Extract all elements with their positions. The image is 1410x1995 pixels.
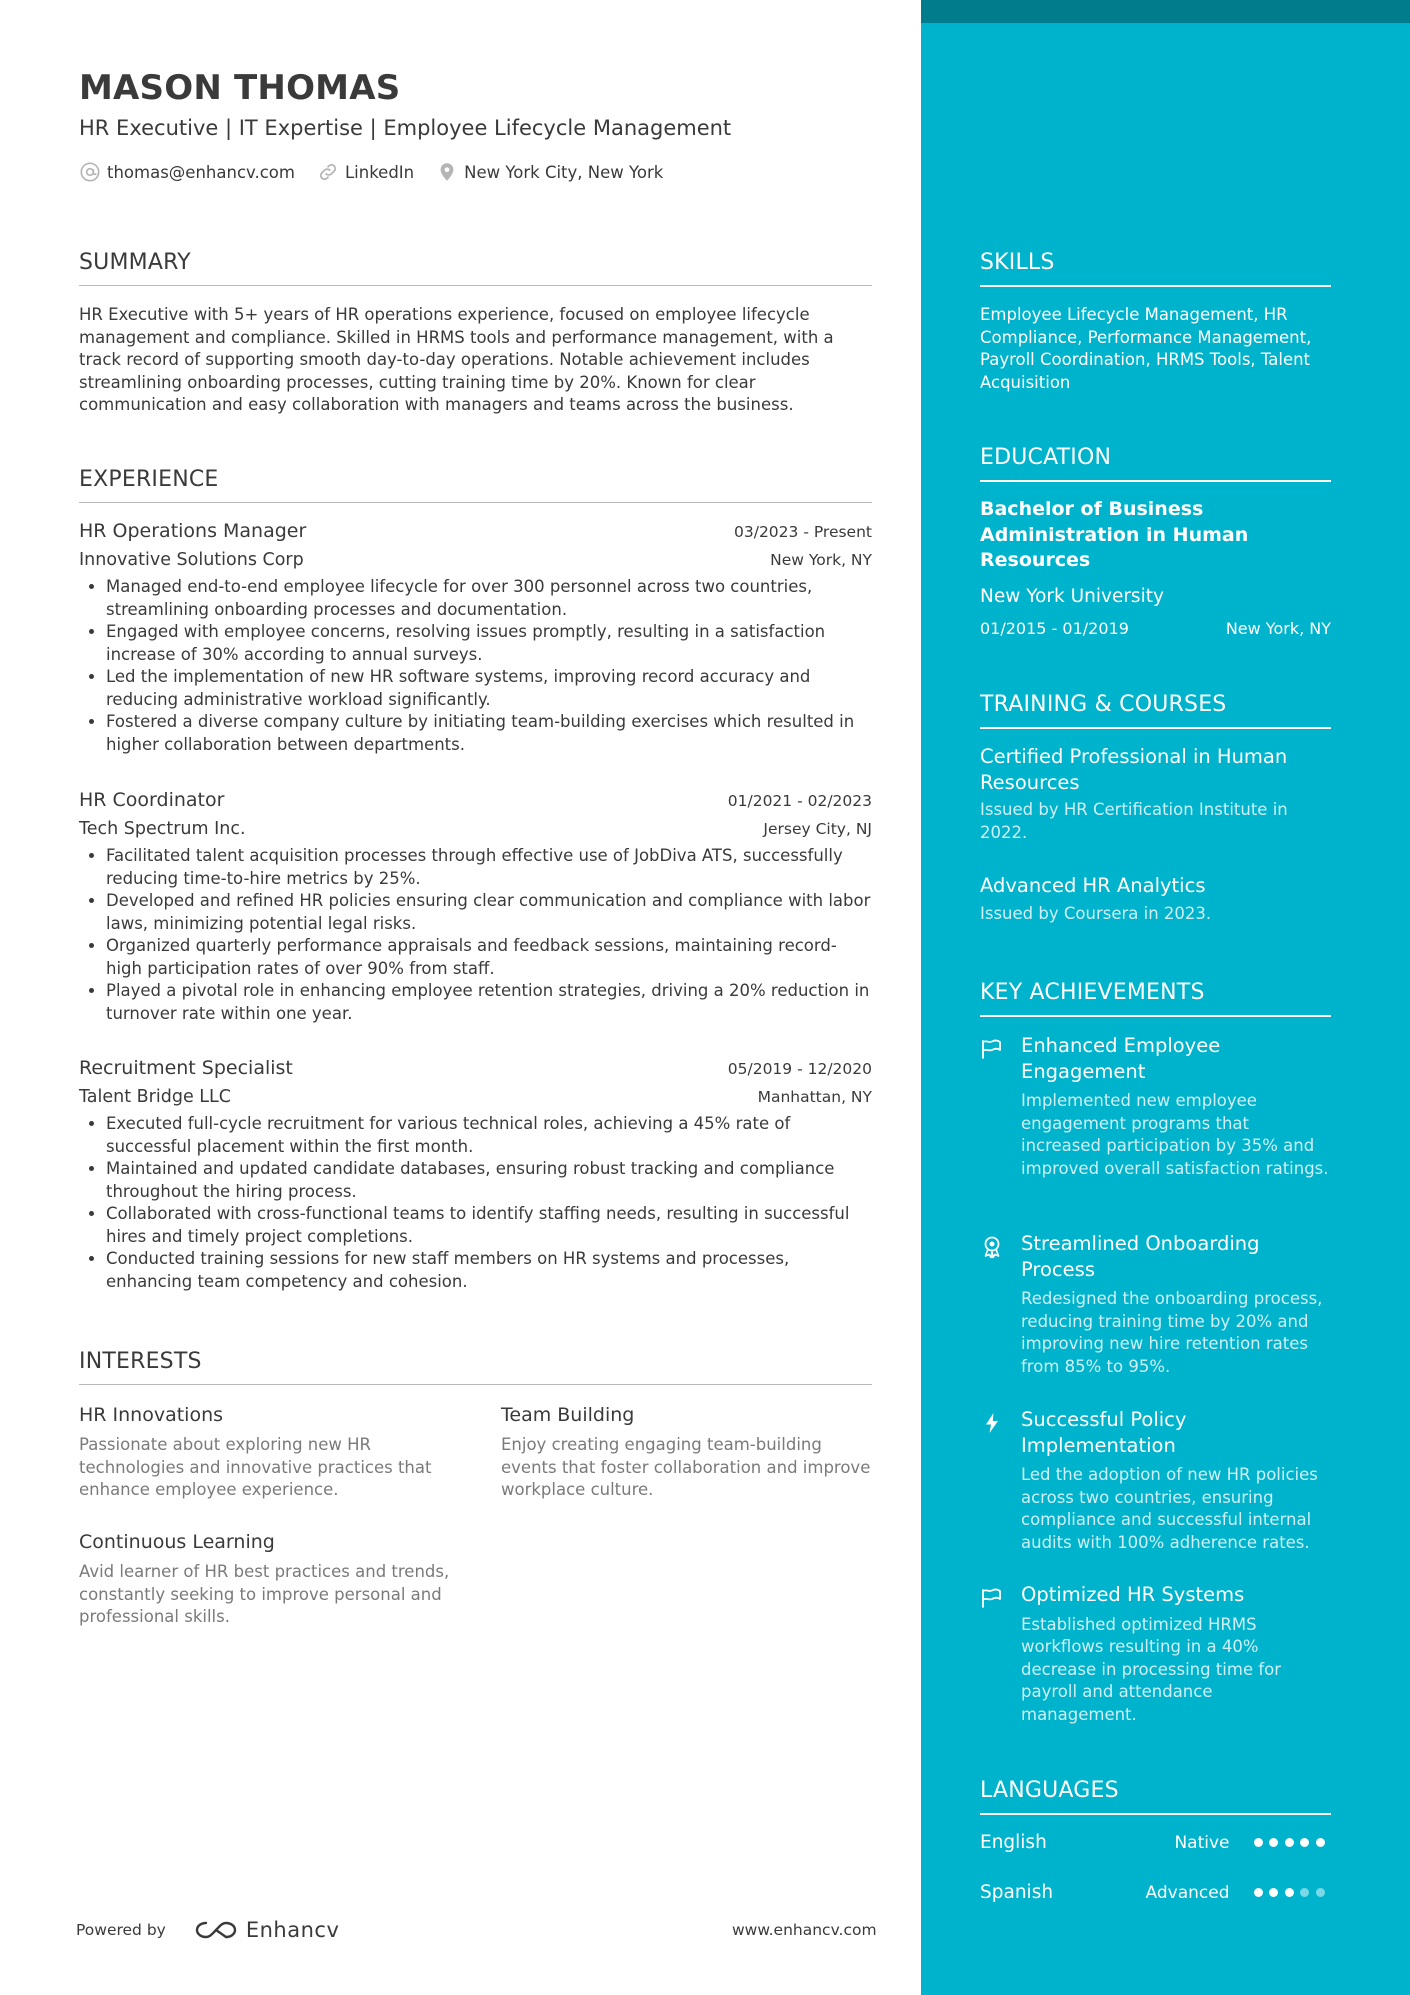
- achievement-desc: Established optimized HRMS workflows resulting in a 40% decrease in processing time for payroll and attendance management.: [1021, 1614, 1282, 1724]
- education-meta: [980, 618, 1331, 641]
- job-title: HR Coordinator: [79, 789, 225, 811]
- footer-powered-by: [76, 1917, 339, 1943]
- achievement-item: [980, 1407, 1331, 1554]
- job-bullet: • Engaged with employee concerns, resolving issues promptly, resulting in a satisfaction increase of 30% according to annual surveys.: [106, 621, 872, 666]
- job-bullet: • Collaborated with cross-functional teams to identify staffing needs, resulting in successful hires and timely project completions.: [106, 1203, 872, 1248]
- contact-row: [79, 161, 685, 183]
- flag-icon: [980, 1037, 1004, 1061]
- candidate-name: MASON THOMAS: [79, 68, 401, 108]
- job-title: HR Operations Manager: [79, 520, 307, 542]
- job-dates: 05/2019 - 12/2020: [727, 1060, 872, 1078]
- rating-dot-filled: [1285, 1838, 1294, 1847]
- job-company: Talent Bridge LLC: [79, 1087, 231, 1107]
- rating-dot-filled: [1316, 1838, 1325, 1847]
- job-bullet: • Developed and refined HR policies ensuring clear communication and compliance with labor laws, minimizing potential legal risks.: [106, 890, 872, 935]
- course-issuer: Issued by Coursera in 2023.: [980, 903, 1212, 923]
- course-title: Advanced HR Analytics: [980, 874, 1206, 897]
- rating-dot-filled: [1285, 1888, 1294, 1897]
- experience-title: EXPERIENCE: [79, 467, 872, 503]
- skills-title: SKILLS: [980, 250, 1331, 287]
- rating-dot-filled: [1254, 1888, 1263, 1897]
- achievements-title: KEY ACHIEVEMENTS: [980, 980, 1331, 1017]
- languages-title: LANGUAGES: [980, 1778, 1331, 1815]
- rating-dot-empty: [1316, 1888, 1325, 1897]
- job-company: Innovative Solutions Corp: [79, 550, 304, 570]
- job-bullet: • Played a pivotal role in enhancing employee retention strategies, driving a 20% reduction in turnover rate within one year.: [106, 980, 872, 1025]
- achievement-desc: Led the adoption of new HR policies across two countries, ensuring compliance and successful internal audits with 100% adherence rates.: [1021, 1465, 1318, 1552]
- sidebar-top-band: [921, 0, 1410, 23]
- job-bullet: • Executed full-cycle recruitment for various technical roles, achieving a 45% rate of successful placement within the first month.: [106, 1113, 872, 1158]
- job-bullets: [79, 576, 872, 756]
- experience-entry: [79, 789, 872, 1025]
- achievement-item: [980, 1231, 1331, 1378]
- achievement-title: Successful Policy Implementation: [1021, 1408, 1187, 1457]
- achievement-desc: Implemented new employee engagement programs that increased participation by 35% and improved overall satisfaction ratings.: [1021, 1091, 1329, 1178]
- lightning-icon: [980, 1411, 1004, 1435]
- interest-item: [79, 1531, 459, 1629]
- rating-dot-filled: [1300, 1838, 1309, 1847]
- interest-item: [79, 1404, 459, 1502]
- job-bullet: • Maintained and updated candidate databases, ensuring robust tracking and compliance throughout the hiring process.: [106, 1158, 872, 1203]
- language-level: Native: [1174, 1832, 1230, 1853]
- award-icon: [980, 1235, 1004, 1259]
- achievement-title: Streamlined Onboarding Process: [1021, 1232, 1260, 1281]
- job-title: Recruitment Specialist: [79, 1057, 293, 1079]
- interests-title: INTERESTS: [79, 1349, 872, 1385]
- job-dates: 01/2021 - 02/2023: [727, 792, 872, 810]
- interest-desc: Avid learner of HR best practices and trends, constantly seeking to improve personal and professional skills.: [79, 1562, 450, 1626]
- interest-title: HR Innovations: [79, 1404, 224, 1426]
- interest-desc: Passionate about exploring new HR technologies and innovative practices that enhance employee experience.: [79, 1435, 432, 1499]
- job-bullet: • Fostered a diverse company culture by initiating team-building exercises which resulted in higher collaboration between departments.: [106, 711, 872, 756]
- link-icon: [317, 161, 339, 183]
- interest-item: [501, 1404, 872, 1502]
- contact-location: [436, 161, 663, 183]
- course-issuer: Issued by HR Certification Institute in 2022.: [980, 800, 1288, 842]
- job-dates: 03/2023 - Present: [734, 523, 872, 541]
- education-title: EDUCATION: [980, 445, 1331, 482]
- location-pin-icon: [436, 161, 458, 183]
- language-level: Advanced: [1145, 1882, 1230, 1903]
- job-bullets: [79, 845, 872, 1025]
- powered-by-text: Powered by: [76, 1921, 166, 1939]
- education-degree: Bachelor of Business Administration in Human Resources: [980, 498, 1249, 571]
- job-location: Jersey City, NJ: [763, 820, 872, 838]
- job-company: Tech Spectrum Inc.: [79, 819, 246, 839]
- training-title: TRAINING & COURSES: [980, 692, 1331, 729]
- achievement-title: Enhanced Employee Engagement: [1021, 1034, 1221, 1083]
- interest-desc: Enjoy creating engaging team-building events that foster collaboration and improve workplace culture.: [501, 1435, 871, 1499]
- language-item: [980, 1882, 1331, 1903]
- language-name: Spanish: [980, 1882, 1054, 1903]
- course-item: [980, 744, 1331, 844]
- language-rating: [1254, 1838, 1332, 1847]
- job-bullet: • Managed end-to-end employee lifecycle for over 300 personnel across two countries, streamlining onboarding processes and documentation.: [106, 576, 872, 621]
- contact-linkedin[interactable]: [317, 161, 414, 183]
- interest-title: Continuous Learning: [79, 1531, 275, 1553]
- rating-dot-filled: [1254, 1838, 1263, 1847]
- language-name: English: [980, 1832, 1047, 1853]
- footer-website[interactable]: www.enhancv.com: [732, 1921, 877, 1939]
- education-school: New York University: [980, 586, 1164, 607]
- job-bullet: • Led the implementation of new HR software systems, improving record accuracy and reducing administrative workload significantly.: [106, 666, 872, 711]
- experience-entry: [79, 520, 872, 756]
- course-title: Certified Professional in Human Resources: [980, 745, 1288, 794]
- summary-title: SUMMARY: [79, 250, 872, 286]
- interest-title: Team Building: [501, 1404, 635, 1426]
- education-dates: 01/2015 - 01/2019: [980, 619, 1129, 638]
- flag-icon: [980, 1586, 1004, 1610]
- job-bullet: • Organized quarterly performance appraisals and feedback sessions, maintaining record-high participation rates of over 90% from staff.: [106, 935, 872, 980]
- experience-entry: [79, 1057, 872, 1293]
- achievement-item: [980, 1033, 1331, 1180]
- job-bullet: • Facilitated talent acquisition processes through effective use of JobDiva ATS, successfully reducing time-to-hire metrics by 25%.: [106, 845, 872, 890]
- course-item: [980, 873, 1331, 925]
- job-bullets: [79, 1113, 872, 1293]
- achievement-desc: Redesigned the onboarding process, reducing training time by 20% and improving new hire retention rates from 85% to 95%.: [1021, 1289, 1323, 1376]
- language-rating: [1254, 1888, 1332, 1897]
- job-bullet: • Conducted training sessions for new staff members on HR systems and processes, enhancing team competency and cohesion.: [106, 1248, 872, 1293]
- sidebar: [921, 0, 1410, 1995]
- footer-brand: Enhancv: [245, 1918, 340, 1942]
- linkedin-text: LinkedIn: [344, 162, 415, 182]
- achievement-title: Optimized HR Systems: [1021, 1583, 1245, 1606]
- contact-email[interactable]: [79, 161, 295, 183]
- location-text: New York City, New York: [464, 162, 664, 182]
- at-icon: [79, 161, 101, 183]
- job-location: New York, NY: [770, 551, 872, 569]
- candidate-headline: HR Executive | IT Expertise | Employee Lifecycle Management: [79, 116, 732, 140]
- achievement-item: [980, 1582, 1331, 1726]
- language-item: [980, 1832, 1331, 1853]
- email-text: thomas@enhancv.com: [107, 162, 295, 182]
- job-location: Manhattan, NY: [757, 1088, 872, 1106]
- skills-text: Employee Lifecycle Management, HR Compliance, Performance Management, Payroll Coordination, HRMS Tools, Talent Acquisition: [980, 305, 1312, 392]
- rating-dot-empty: [1300, 1888, 1309, 1897]
- education-location: New York, NY: [1225, 619, 1331, 638]
- enhancv-logo-icon: [192, 1917, 240, 1943]
- rating-dot-filled: [1269, 1838, 1278, 1847]
- rating-dot-filled: [1269, 1888, 1278, 1897]
- summary-text: HR Executive with 5+ years of HR operations experience, focused on employee lifecycle management and compliance. Skilled in HRMS tools and performance management, with a track record of supporting smooth day-to-day operations. Notable achievement includes streamlining onboarding processes, cutting training time by 20%. Known for clear communication and easy collaboration with managers and teams across the business.: [79, 305, 834, 414]
